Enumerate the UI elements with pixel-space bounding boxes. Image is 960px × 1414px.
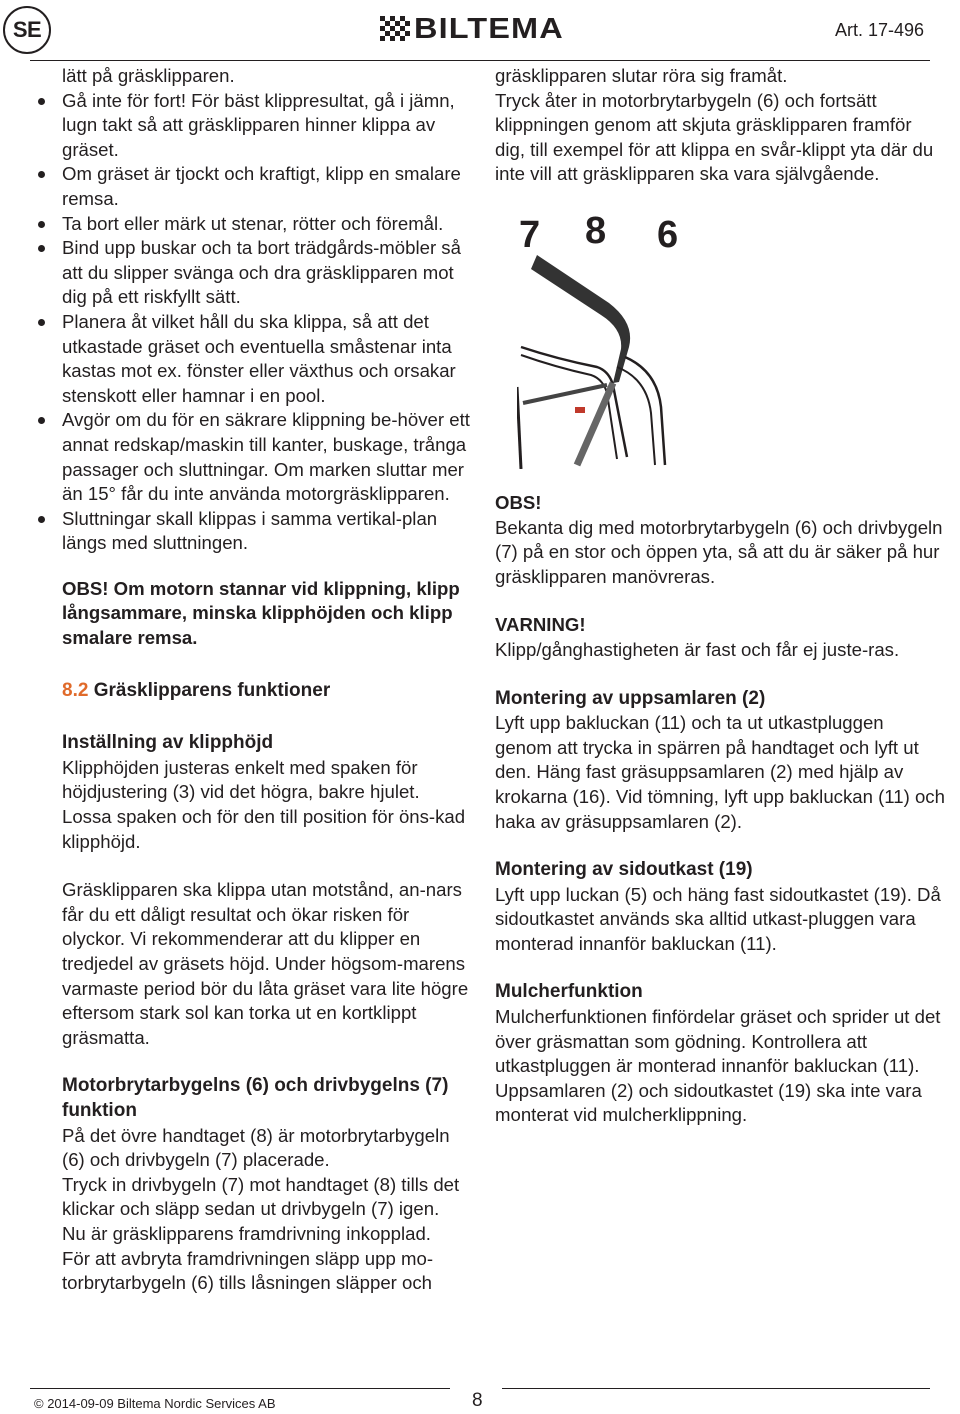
page-number: 8 bbox=[472, 1390, 483, 1411]
handle-tube bbox=[577, 383, 613, 465]
bullet-item: Bind upp buskar och ta bort trädgårds-möbler så att du slipper svänga och dra gräsklipparen mot dig på ett riskfyllt sätt. bbox=[62, 236, 472, 310]
bail-text-1: På det övre handtaget (8) är motorbrytarbygeln (6) och drivbygeln (7) placerade. bbox=[62, 1124, 450, 1171]
collector-heading: Montering av uppsamlaren (2) bbox=[495, 687, 766, 709]
collector-text: Lyft upp bakluckan (11) och ta ut utkastpluggen genom att trycka in spärren på handtaget och lyft ut den. Häng fast gräsuppsamlaren (2) med hjälp av krokarna (16). Vid tömning, lyft upp bakluckan (11) och haka av gräsuppsamlaren (2). bbox=[495, 712, 945, 832]
bullet-item: Avgör om du för en säkrare klippning be-höver ett annat redskap/maskin till kanter, buskage, trånga passager och sluttningar. Om marken sluttar mer än 15° får du inte använda motorgräsklipparen. bbox=[62, 408, 472, 506]
article-number: Art. 17-496 bbox=[834, 20, 924, 40]
figure-label-6: 6 bbox=[657, 213, 677, 256]
section-title: Gräsklipparens funktioner bbox=[93, 679, 331, 701]
bail-text-3: Nu är gräsklipparens framdrivning inkopplad. bbox=[62, 1222, 431, 1244]
figure-label-8: 8 bbox=[585, 209, 607, 252]
handle-illustration bbox=[517, 207, 677, 469]
section-number: 8.2 bbox=[62, 679, 89, 701]
continued-text: gräsklipparen slutar röra sig framåt. bbox=[495, 65, 788, 86]
copyright: © 2014-09-09 Biltema Nordic Services AB bbox=[34, 1396, 276, 1411]
handle-figure bbox=[517, 207, 677, 469]
footer-rule-right bbox=[502, 1388, 930, 1389]
obs-note: OBS! Om motorn stannar vid klippning, klipp långsammare, minska klipphöjden och klipp smalare remsa. bbox=[62, 577, 460, 649]
bullet-item: Sluttningar skall klippas i samma vertikal-plan längs med sluttningen. bbox=[62, 507, 472, 556]
warning-heading: VARNING! bbox=[495, 614, 586, 636]
cable-clip bbox=[575, 407, 585, 413]
restart-text: Tryck åter in motorbrytarbygeln (6) och fortsätt klippningen genom att skjuta gräsklipparen framför dig, till exempel för att klippa en svår-klippt yta där du inte vill att gräsklipparen ska vara självgående. bbox=[495, 89, 934, 185]
left-tube bbox=[517, 387, 521, 469]
side-discharge-heading: Montering av sidoutkast (19) bbox=[495, 859, 753, 881]
cut-height-text: Klipphöjden justeras enkelt med spaken för höjdjustering (3) vid det högra, bakre hjulet. Lossa spaken och för den till position för öns-kad klipphöjd. bbox=[62, 756, 466, 852]
obs-heading: OBS! bbox=[495, 491, 542, 513]
language-badge: SE bbox=[3, 6, 51, 54]
mulch-heading: Mulcherfunktion bbox=[495, 981, 643, 1003]
right-column bbox=[495, 64, 945, 1128]
obs-text: Bekanta dig med motorbrytarbygeln (6) och drivbygeln (7) på en stor och öppen yta, så att du är säker på hur gräsklipparen manövreras. bbox=[495, 516, 943, 587]
section-heading bbox=[62, 679, 472, 704]
biltema-logo bbox=[380, 13, 564, 45]
safety-bullet-list bbox=[62, 89, 472, 556]
bail-text-4: För att avbryta framdrivningen släpp upp mo-torbrytarbygeln (6) tills låsningen släpper och bbox=[62, 1247, 434, 1294]
mulch-text: Mulcherfunktionen finfördelar gräset och sprider ut det över gräsmattan som gödning. Kontrollera att utkastpluggen är monterad innanför bakluckan (11). Uppsamlaren (2) och sidoutkastet (19) ska inte vara monterat vid mulcherklippning. bbox=[495, 1006, 941, 1126]
warning-text: Klipp/gånghastigheten är fast och får ej juste-ras. bbox=[495, 638, 900, 660]
mowing-advice-text: Gräsklipparen ska klippa utan motstånd, an-nars får du ett dåligt resultat och ökar risken för olyckor. Vi rekommenderar att du klipper en tredjedel av gräsets höjd. Under högsom-marens varmaste period bör du låta gräset vara lite högre eftersom stark sol kan torka ut en kortklippt gräsmatta. bbox=[62, 879, 469, 1048]
engine-bail bbox=[625, 357, 665, 465]
checkered-flag-icon bbox=[380, 16, 412, 42]
bullet-item: Gå inte för fort! För bäst klippresultat, gå i jämn, lugn takt så att gräsklipparen hinner klippa av gräset. bbox=[62, 89, 472, 163]
footer-rule-left bbox=[30, 1388, 450, 1389]
cut-height-heading: Inställning av klipphöjd bbox=[62, 732, 274, 754]
engine-bail-inner bbox=[617, 367, 655, 465]
intro-text: lätt på gräsklipparen. bbox=[62, 65, 235, 86]
header-rule bbox=[30, 60, 930, 61]
left-column bbox=[62, 64, 472, 1296]
crossbar bbox=[523, 385, 607, 403]
bail-heading: Motorbrytarbygelns (6) och drivbygelns (7) funktion bbox=[62, 1075, 449, 1121]
bullet-item: Planera åt vilket håll du ska klippa, så att det utkastade gräset och eventuella småstenar inta kastas mot ex. fönster eller växthus och orsakar stenskott eller hamnar i en pool. bbox=[62, 310, 472, 408]
bullet-item: Om gräset är tjockt och kraftigt, klipp en smalare remsa. bbox=[62, 162, 472, 211]
bullet-item: Ta bort eller märk ut stenar, rötter och föremål. bbox=[62, 212, 472, 237]
bail-text-2: Tryck in drivbygeln (7) mot handtaget (8) tills det klickar och släpp sedan ut drivbygeln (7) igen. bbox=[62, 1173, 460, 1220]
side-discharge-text: Lyft upp luckan (5) och häng fast sidoutkastet (19). Då sidoutkastet används ska alltid utkast-pluggen vara monterad innanför bakluckan (11). bbox=[495, 883, 941, 954]
brand-name: BILTEMA bbox=[414, 13, 564, 45]
figure-label-7: 7 bbox=[519, 213, 541, 256]
